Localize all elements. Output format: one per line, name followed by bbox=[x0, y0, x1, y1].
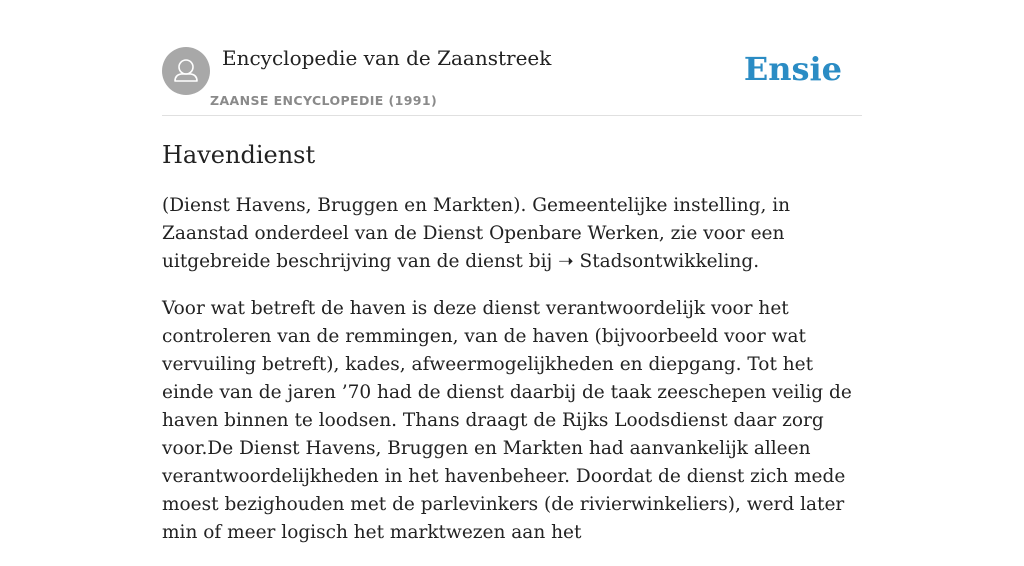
cross-reference-label: Stadsontwikkeling bbox=[579, 251, 754, 272]
source-title[interactable]: Encyclopedie van de Zaanstreek bbox=[222, 46, 552, 70]
cross-reference-link[interactable] bbox=[558, 251, 753, 272]
arrow-icon: ➝ bbox=[558, 251, 574, 272]
paragraph-text-end: . bbox=[753, 251, 760, 272]
article-body bbox=[162, 192, 862, 566]
article-paragraph bbox=[162, 192, 862, 276]
user-icon bbox=[162, 47, 210, 95]
paragraph-text: (Dienst Havens, Bruggen en Markten). Gemeentelijke instelling, in Zaanstad onderdeel van de Dienst Openbare Werken, zie voor een uitgebreide beschrijving van de dienst bij bbox=[162, 195, 791, 272]
article-paragraph: Voor wat betreft de haven is deze dienst verantwoordelijk voor het controleren van de remmingen, van de haven (bijvoorbeeld voor wat vervuiling betreft), kades, afweermogelijkheden en diepgang. Tot het einde van de jaren ’70 had de dienst daarbij de taak zeeschepen veilig de haven binnen te loodsen. Thans draagt de Rijks Loodsdienst daar zorg voor.De Dienst Havens, Bruggen en Markten had aanvankelijk alleen verantwoordelijkheden in het havenbeheer. Doordat de dienst zich mede moest bezighouden met de parlevinkers (de rivierwinkeliers), werd later min of meer logisch het marktwezen aan het bbox=[162, 298, 852, 543]
source-subtitle: ZAANSE ENCYCLOPEDIE (1991) bbox=[210, 93, 438, 108]
ensie-logo[interactable]: Ensie bbox=[743, 50, 842, 88]
avatar[interactable] bbox=[162, 47, 210, 95]
article-title: Havendienst bbox=[162, 141, 316, 169]
source-header bbox=[162, 0, 862, 116]
article-container bbox=[162, 0, 862, 543]
